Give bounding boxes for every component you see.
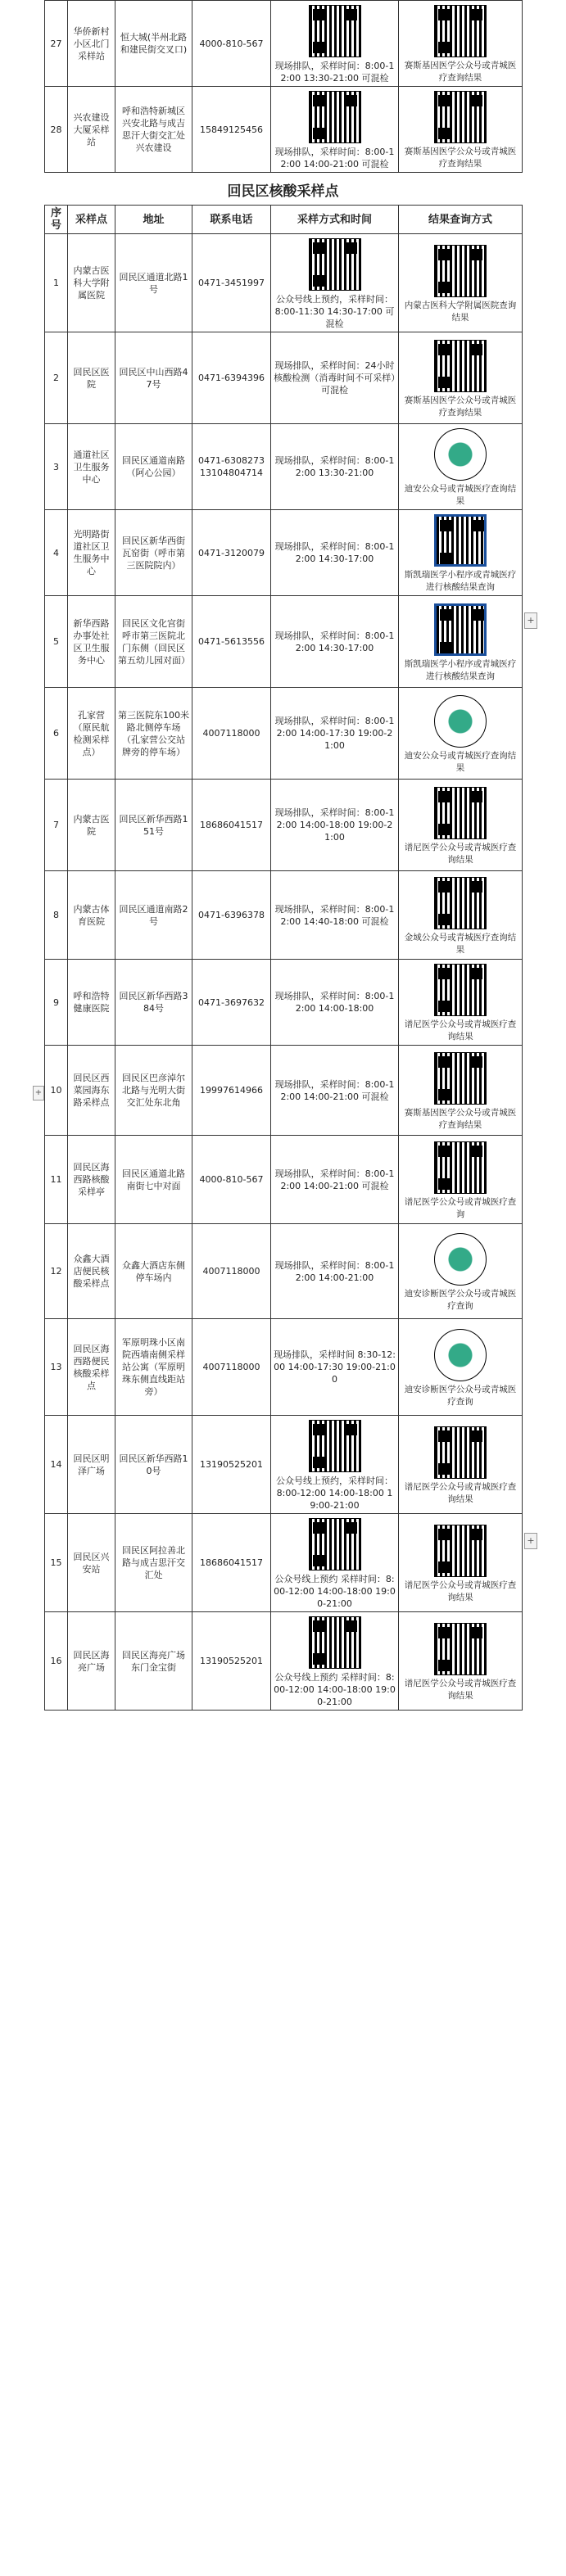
qr-code-icon xyxy=(309,5,361,57)
cell-address: 第三医院东100米路北侧停车场（孔家营公交站牌旁的停车场） xyxy=(115,688,192,780)
result-text: 谱尼医学公众号或青城医疗查询结果 xyxy=(404,1579,517,1602)
qr-code-icon xyxy=(434,1052,487,1105)
cell-no: 8 xyxy=(45,871,68,960)
qr-code-icon xyxy=(434,514,487,567)
result-text: 内蒙古医科大学附属医院查询结果 xyxy=(404,300,517,323)
cell-time xyxy=(271,332,399,424)
cell-site: 内蒙古医院 xyxy=(68,780,115,871)
cell-time xyxy=(271,688,399,780)
result-text: 斯凯瑞医学小程序或青城医疗进行核酸结果查询 xyxy=(404,570,517,592)
time-text: 公众号线上预约，采样时间：8:00-12:00 14:00-18:00 19:00-21:00 xyxy=(276,1476,393,1511)
table-row xyxy=(45,780,523,871)
cell-time xyxy=(271,780,399,871)
cell-time xyxy=(271,234,399,332)
cell-address: 回民区通道北路南街七中对面 xyxy=(115,1136,192,1224)
cell-address: 众鑫大酒店东侧停车场内 xyxy=(115,1224,192,1319)
top-table xyxy=(44,0,523,173)
cell-time xyxy=(271,871,399,960)
result-text: 赛斯基因医学公众号或青城医疗查询结果 xyxy=(404,147,517,169)
cell-phone: 4007118000 xyxy=(192,1319,271,1416)
result-text: 谱尼医学公众号或青城医疗查询结果 xyxy=(404,1678,517,1701)
time-text: 现场排队，采样时间：8:00-12:00 14:00-17:30 19:00-21:00 xyxy=(274,716,395,751)
cell-site: 内蒙古医科大学附属医院 xyxy=(68,234,115,332)
time-text: 现场排队，采样时间：8:00-12:00 14:00-21:00 可混检 xyxy=(274,1168,395,1191)
top-table-body xyxy=(45,1,523,173)
table-row xyxy=(45,1612,523,1711)
cell-result xyxy=(399,1416,523,1514)
cell-result xyxy=(399,234,523,332)
cell-no: 5 xyxy=(45,596,68,688)
cell-no: 14 xyxy=(45,1416,68,1514)
qr-code-icon xyxy=(434,91,487,143)
cell-no: 4 xyxy=(45,510,68,596)
result-text: 金域公众号或青城医疗查询结果 xyxy=(404,932,517,955)
time-text: 现场排队，采样时间：8:00-12:00 14:40-18:00 可混检 xyxy=(274,903,395,927)
qr-code-icon xyxy=(309,238,361,291)
table-row xyxy=(45,424,523,510)
result-text: 谱尼医学公众号或青城医疗查询结果 xyxy=(404,1019,517,1042)
table-row xyxy=(45,1514,523,1612)
cell-phone: 0471-3697632 xyxy=(192,960,271,1046)
cell-phone: 0471-3120079 xyxy=(192,510,271,596)
result-text: 谱尼医学公众号或青城医疗查询结果 xyxy=(404,1481,517,1504)
time-text: 现场排队，采样时间：8:00-12:00 14:00-18:00 xyxy=(274,991,395,1014)
cell-address: 军原明珠小区南院西墙南侧采样站公寓（军原明珠东侧直线距站旁） xyxy=(115,1319,192,1416)
cell-result xyxy=(399,1319,523,1416)
time-text: 公众号线上预约 采样时间：8:00-12:00 14:00-18:00 19:00-21:00 xyxy=(274,1574,396,1609)
cell-address: 回民区新华西路151号 xyxy=(115,780,192,871)
qr-code-icon xyxy=(434,1329,487,1381)
cell-address: 回民区阿拉善北路与成吉思汗交汇处 xyxy=(115,1514,192,1612)
cell-no: 13 xyxy=(45,1319,68,1416)
result-text: 迪安诊断医学公众号或青城医疗查询 xyxy=(404,1384,517,1407)
cell-time xyxy=(271,1514,399,1612)
qr-code-icon xyxy=(434,1623,487,1675)
cell-site: 华侨新村小区北门采样站 xyxy=(68,1,115,87)
cell-address: 回民区通道南路（阿心公园） xyxy=(115,424,192,510)
time-text: 现场排队，采样时间：8:00-12:00 14:00-18:00 19:00-21:00 xyxy=(274,807,395,843)
cell-no: 10 xyxy=(45,1046,68,1136)
cell-result xyxy=(399,688,523,780)
table-row xyxy=(45,1136,523,1224)
qr-code-icon xyxy=(434,1525,487,1577)
cell-no: 15 xyxy=(45,1514,68,1612)
cell-time xyxy=(271,87,399,173)
qr-code-icon xyxy=(309,1420,361,1472)
cell-site: 众鑫大酒店便民核酸采样点 xyxy=(68,1224,115,1319)
cell-site: 孔家营（原民航检测采样点） xyxy=(68,688,115,780)
result-text: 谱尼医学公众号或青城医疗查询结果 xyxy=(404,842,517,865)
cell-phone: 0471-6308273 13104804714 xyxy=(192,424,271,510)
cell-address: 回民区中山西路47号 xyxy=(115,332,192,424)
table-row xyxy=(45,1319,523,1416)
qr-code-icon xyxy=(434,340,487,392)
cell-site: 回民区医院 xyxy=(68,332,115,424)
cell-result xyxy=(399,780,523,871)
result-text: 赛斯基因医学公众号或青城医疗查询结果 xyxy=(404,1107,517,1130)
cell-no: 2 xyxy=(45,332,68,424)
cell-time xyxy=(271,1416,399,1514)
header-phone: 联系电话 xyxy=(192,206,271,234)
cell-no: 6 xyxy=(45,688,68,780)
cell-address: 回民区新华西街瓦窑街（呼市第三医院院内） xyxy=(115,510,192,596)
time-text: 现场排队，采样时间：8:00-12:00 14:00-21:00 可混检 xyxy=(274,1078,395,1102)
cell-phone: 18686041517 xyxy=(192,1514,271,1612)
cell-site: 光明路街道社区卫生服务中心 xyxy=(68,510,115,596)
result-text: 谱尼医学公众号或青城医疗查询 xyxy=(404,1196,517,1219)
cell-phone: 4000-810-567 xyxy=(192,1136,271,1224)
qr-code-icon xyxy=(434,245,487,297)
time-text: 现场排队，采样时间：8:00-12:00 13:30-21:00 xyxy=(274,455,395,478)
cell-site: 回民区海西路核酸采样亭 xyxy=(68,1136,115,1224)
section-title: 回民区核酸采样点 xyxy=(227,183,339,200)
cell-address: 呼和浩特新城区兴安北路与成吉思汗大街交汇处兴农建设 xyxy=(115,87,192,173)
cell-no: 7 xyxy=(45,780,68,871)
side-expand-icon[interactable]: + xyxy=(524,1533,537,1549)
cell-result xyxy=(399,960,523,1046)
cell-no: 1 xyxy=(45,234,68,332)
qr-code-icon xyxy=(434,1233,487,1286)
result-text: 赛斯基因医学公众号或青城医疗查询结果 xyxy=(404,395,517,418)
document-sheet xyxy=(44,0,522,1711)
table-row xyxy=(45,960,523,1046)
qr-code-icon xyxy=(434,1141,487,1194)
qr-code-icon xyxy=(434,428,487,481)
time-text: 现场排队，采样时间 8:30-12:00 14:00-17:30 19:00-21:00 xyxy=(274,1349,396,1385)
cell-result xyxy=(399,1046,523,1136)
header-result: 结果查询方式 xyxy=(399,206,523,234)
cell-phone: 4007118000 xyxy=(192,688,271,780)
time-text: 现场排队，采样时间：8:00-12:00 14:30-17:00 xyxy=(274,541,395,564)
result-text: 迪安公众号或青城医疗查询结果 xyxy=(404,484,517,506)
cell-time xyxy=(271,1612,399,1711)
time-text: 现场排队，采样时间：8:00-12:00 14:00-21:00 xyxy=(274,1259,395,1283)
cell-phone: 13190525201 xyxy=(192,1612,271,1711)
table-row xyxy=(45,1046,523,1136)
cell-result xyxy=(399,1224,523,1319)
cell-time xyxy=(271,960,399,1046)
cell-time xyxy=(271,1046,399,1136)
cell-site: 兴农建设大厦采样站 xyxy=(68,87,115,173)
time-text: 现场排队，采样时间：24小时核酸检测（消毒时间不可采样）可混检 xyxy=(274,360,396,395)
table-row xyxy=(45,510,523,596)
qr-code-icon xyxy=(434,964,487,1016)
cell-time xyxy=(271,1224,399,1319)
cell-address: 恒大城(半州北路和建民街交叉口) xyxy=(115,1,192,87)
cell-site: 回民区海西路便民核酸采样点 xyxy=(68,1319,115,1416)
cell-no: 9 xyxy=(45,960,68,1046)
cell-address: 回民区新华西路10号 xyxy=(115,1416,192,1514)
cell-time xyxy=(271,1319,399,1416)
cell-result xyxy=(399,596,523,688)
time-text: 公众号线上预约，采样时间：8:00-11:30 14:30-17:00 可混检 xyxy=(274,294,395,329)
result-text: 赛斯基因医学公众号或青城医疗查询结果 xyxy=(404,61,517,83)
qr-code-icon xyxy=(434,787,487,839)
cell-site: 回民区兴安站 xyxy=(68,1514,115,1612)
cell-address: 回民区通道北路1号 xyxy=(115,234,192,332)
table-row xyxy=(45,1,523,87)
qr-code-icon xyxy=(434,877,487,929)
cell-phone: 0471-6396378 xyxy=(192,871,271,960)
cell-result xyxy=(399,1514,523,1612)
cell-result xyxy=(399,1136,523,1224)
qr-code-icon xyxy=(434,603,487,656)
cell-result xyxy=(399,87,523,173)
cell-phone: 13190525201 xyxy=(192,1416,271,1514)
cell-site: 回民区明泽广场 xyxy=(68,1416,115,1514)
cell-phone: 18686041517 xyxy=(192,780,271,871)
cell-address: 回民区新华西路384号 xyxy=(115,960,192,1046)
cell-result xyxy=(399,1,523,87)
qr-code-icon xyxy=(434,1426,487,1479)
cell-no: 11 xyxy=(45,1136,68,1224)
side-expand-icon[interactable]: + xyxy=(524,612,537,629)
cell-no: 12 xyxy=(45,1224,68,1319)
cell-site: 内蒙古体育医院 xyxy=(68,871,115,960)
cell-phone: 0471-6394396 xyxy=(192,332,271,424)
cell-result xyxy=(399,871,523,960)
cell-address: 回民区文化宫街呼市第三医院北门东侧（回民区第五幼儿园对面） xyxy=(115,596,192,688)
cell-phone: 4000-810-567 xyxy=(192,1,271,87)
header-address: 地址 xyxy=(115,206,192,234)
table-row xyxy=(45,1224,523,1319)
cell-address: 回民区巴彦淖尔北路与光明大街交汇处东北角 xyxy=(115,1046,192,1136)
time-text: 公众号线上预约 采样时间：8:00-12:00 14:00-18:00 19:00-21:00 xyxy=(274,1672,396,1707)
qr-code-icon xyxy=(309,1616,361,1669)
table-row xyxy=(45,1416,523,1514)
cell-site: 回民区海亮广场 xyxy=(68,1612,115,1711)
table-row xyxy=(45,688,523,780)
cell-phone: 15849125456 xyxy=(192,87,271,173)
table-row xyxy=(45,234,523,332)
cell-result xyxy=(399,1612,523,1711)
cell-phone: 19997614966 xyxy=(192,1046,271,1136)
qr-code-icon xyxy=(309,1518,361,1570)
result-text: 迪安公众号或青城医疗查询结果 xyxy=(404,750,517,773)
cell-result xyxy=(399,510,523,596)
table-header-row xyxy=(45,206,523,234)
cell-no: 3 xyxy=(45,424,68,510)
sampling-table xyxy=(44,205,523,1711)
result-text: 迪安诊断医学公众号或青城医疗查询 xyxy=(404,1288,517,1311)
cell-no: 27 xyxy=(45,1,68,87)
header-time: 采样方式和时间 xyxy=(271,206,399,234)
table-row xyxy=(45,332,523,424)
header-site: 采样点 xyxy=(68,206,115,234)
cell-time xyxy=(271,596,399,688)
side-expand-icon[interactable]: + xyxy=(33,1086,44,1100)
cell-site: 回民区西菜园海东路采样点 xyxy=(68,1046,115,1136)
qr-code-icon xyxy=(434,695,487,748)
cell-phone: 4007118000 xyxy=(192,1224,271,1319)
cell-address: 回民区通道南路2号 xyxy=(115,871,192,960)
cell-result xyxy=(399,424,523,510)
table-row xyxy=(45,87,523,173)
cell-no: 28 xyxy=(45,87,68,173)
cell-time xyxy=(271,1136,399,1224)
qr-code-icon xyxy=(309,91,361,143)
table-row xyxy=(45,596,523,688)
result-text: 斯凯瑞医学小程序或青城医疗进行核酸结果查询 xyxy=(404,658,517,681)
header-no: 序号 xyxy=(45,206,68,234)
cell-time xyxy=(271,510,399,596)
cell-phone: 0471-5613556 xyxy=(192,596,271,688)
qr-code-icon xyxy=(434,5,487,57)
cell-site: 通道社区卫生服务中心 xyxy=(68,424,115,510)
time-text: 现场排队，采样时间：8:00-12:00 14:30-17:00 xyxy=(274,630,395,653)
cell-time xyxy=(271,1,399,87)
cell-site: 呼和浩特健康医院 xyxy=(68,960,115,1046)
cell-address: 回民区海亮广场东门金宝街 xyxy=(115,1612,192,1711)
cell-phone: 0471-3451997 xyxy=(192,234,271,332)
time-text: 现场排队，采样时间：8:00-12:00 13:30-21:00 可混检 xyxy=(274,61,395,84)
table-row xyxy=(45,871,523,960)
time-text: 现场排队，采样时间：8:00-12:00 14:00-21:00 可混检 xyxy=(274,147,395,169)
cell-time xyxy=(271,424,399,510)
cell-no: 16 xyxy=(45,1612,68,1711)
cell-result xyxy=(399,332,523,424)
table-body xyxy=(45,234,523,1711)
cell-site: 新华西路办事处社区卫生服务中心 xyxy=(68,596,115,688)
